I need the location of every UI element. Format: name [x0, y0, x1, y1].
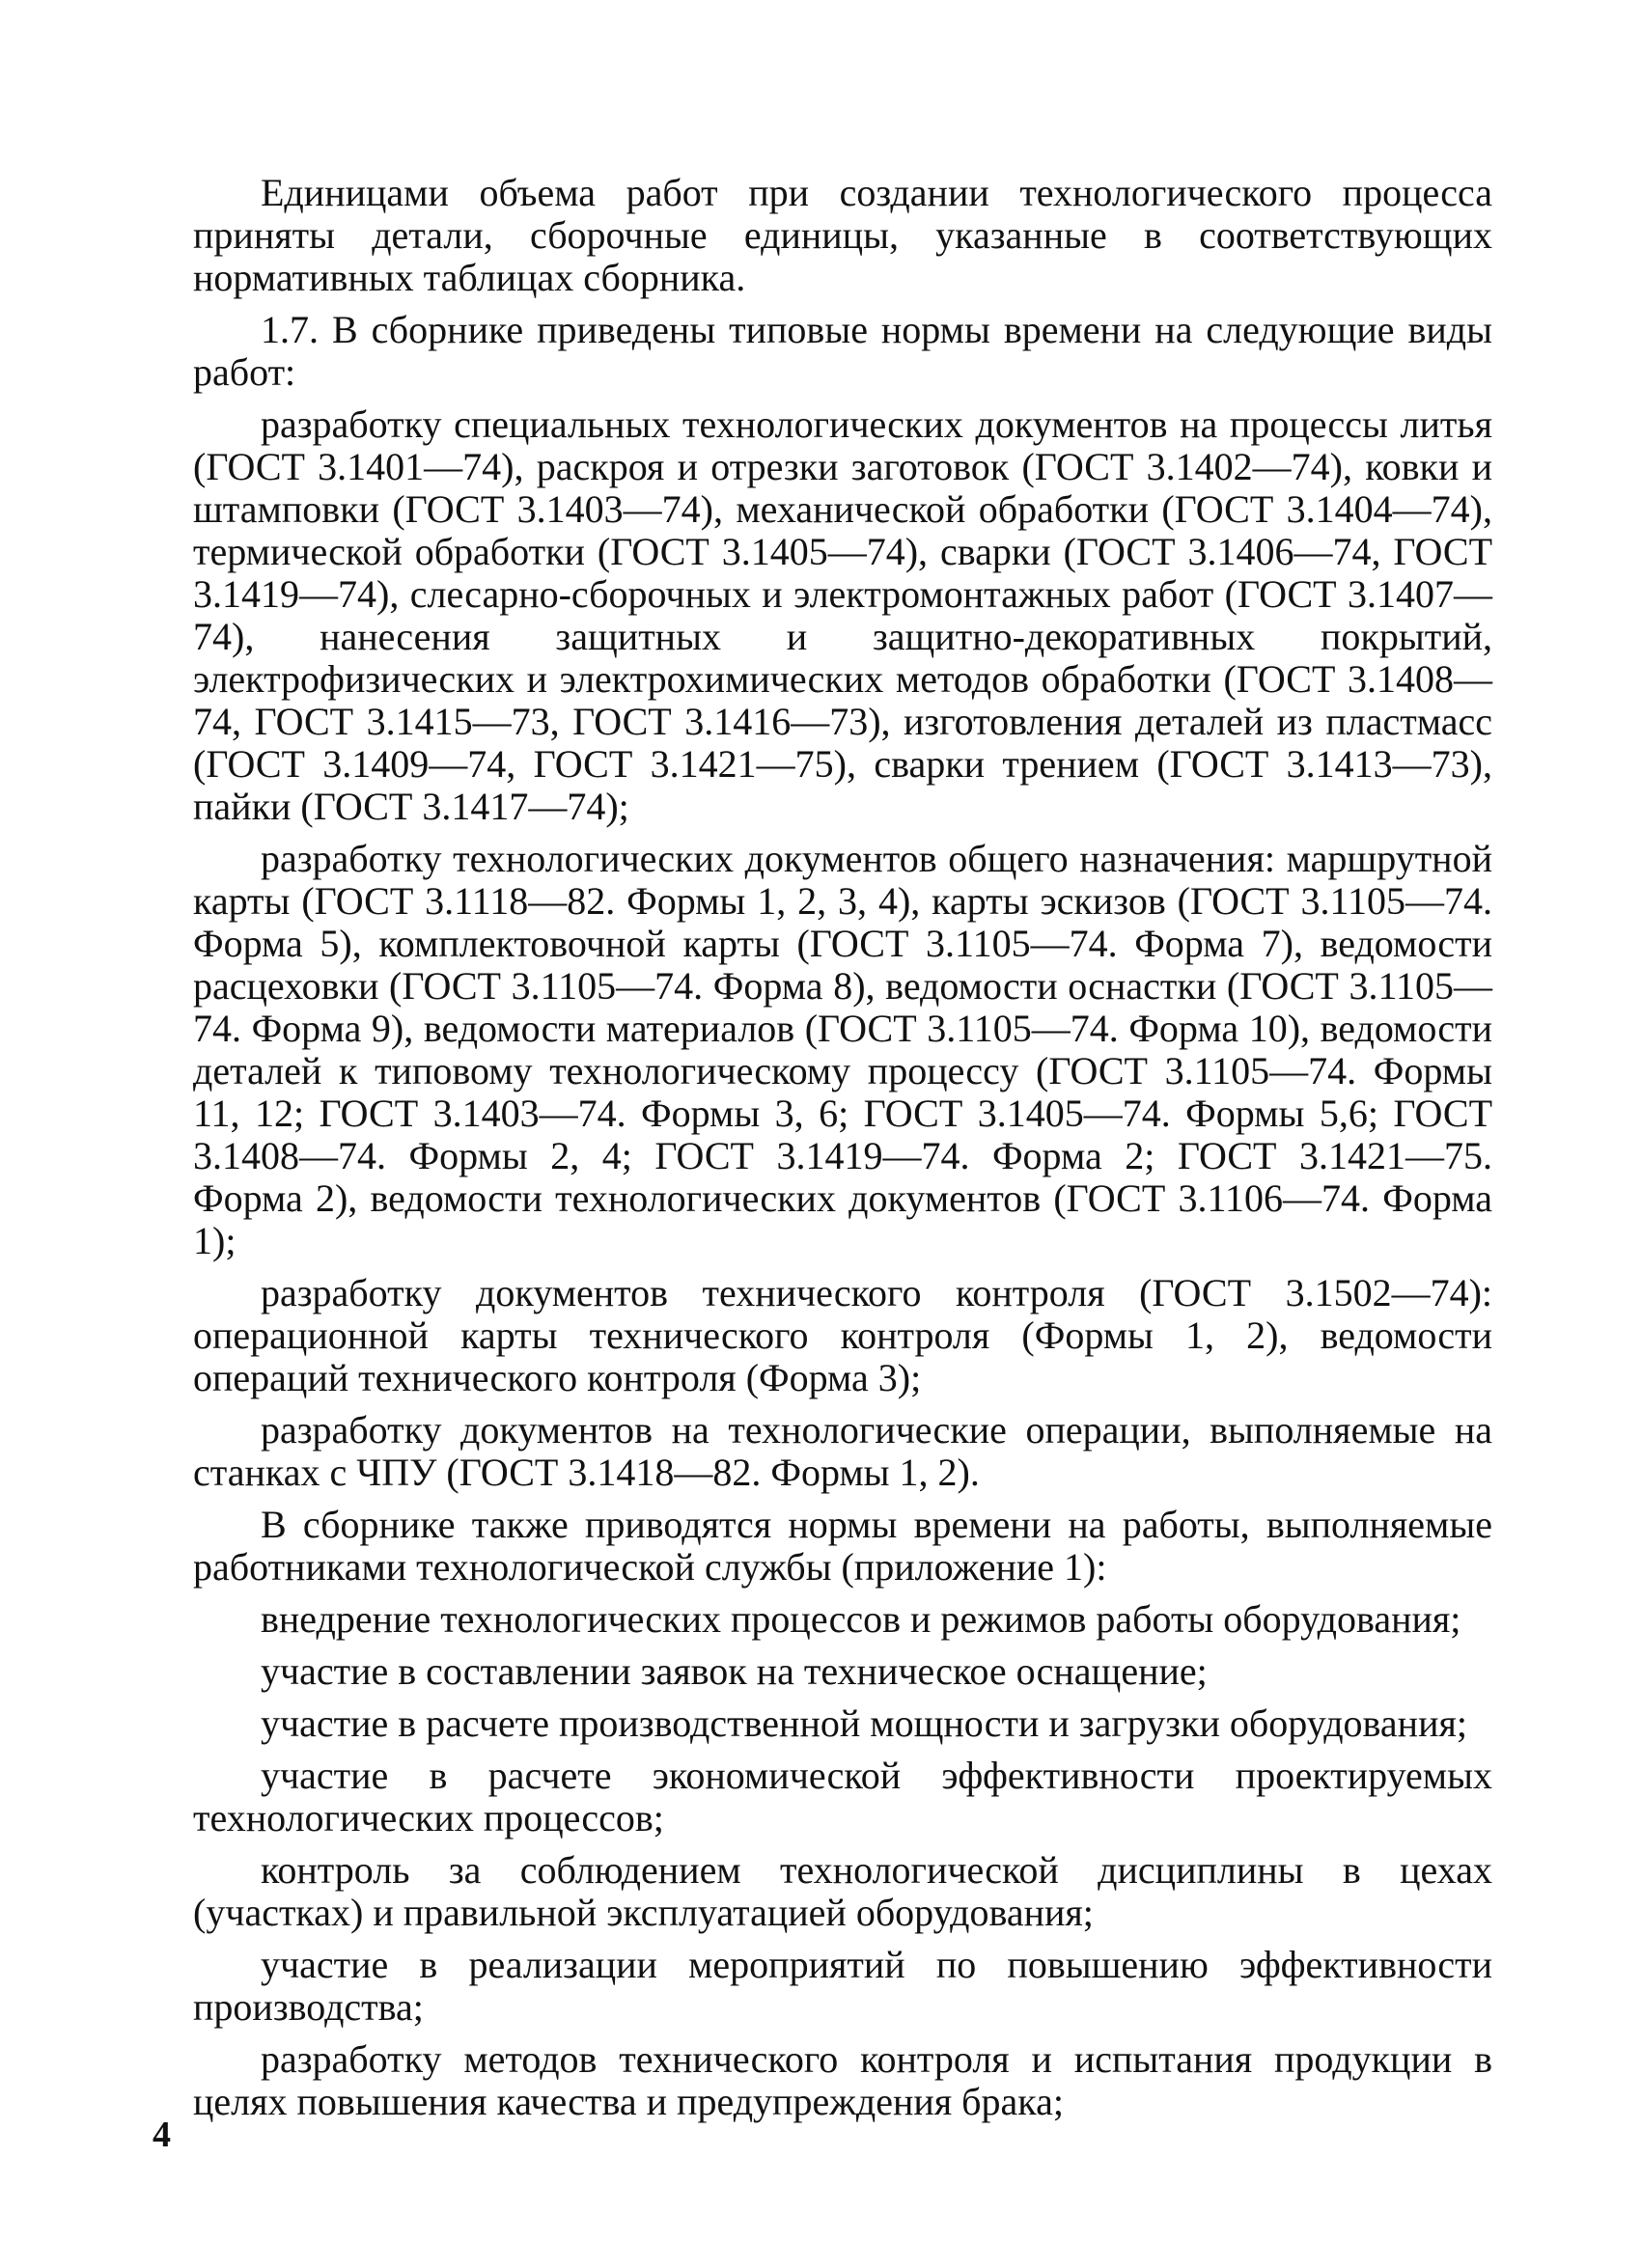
paragraph: участие в составлении заявок на техническое оснащение;: [261, 1649, 1208, 1693]
paragraph: В сборнике также приводятся нормы времени на работы, выполняемые работниками технологической службы (приложение 1):: [193, 1503, 1492, 1589]
paragraph: разработку технологических документов общего назначения: маршрутной карты (ГОСТ 3.1118—82. Формы 1, 2, 3, 4), карты эскизов (ГОСТ 3.1105—74. Форма 5), комплектовочной карты (ГОСТ 3.1105—74. Форма 7), ведомости расцеховки (ГОСТ 3.1105—74. Форма 8), ведомости оснастки (ГОСТ 3.1105—74. Форма 9), ведомости материалов (ГОСТ 3.1105—74. Форма 10), ведомости деталей к типовому технологическому процессу (ГОСТ 3.1105—74. Формы 11, 12; ГОСТ 3.1403—74. Формы 3, 6; ГОСТ 3.1405—74. Формы 5,6; ГОСТ 3.1408—74. Формы 2, 4; ГОСТ 3.1419—74. Форма 2; ГОСТ 3.1421—75. Форма 2), ведомости технологических документов (ГОСТ 3.1106—74. Форма 1);: [193, 837, 1492, 1262]
paragraph: участие в реализации мероприятий по повышению эффективности производства;: [193, 1943, 1492, 2029]
paragraph: внедрение технологических процессов и режимов работы оборудования;: [261, 1597, 1461, 1641]
paragraph: контроль за соблюдением технологической дисциплины в цехах (участках) и правильной эксплуатацией оборудования;: [193, 1848, 1492, 1934]
paragraph: участие в расчете производственной мощности и загрузки оборудования;: [261, 1701, 1467, 1745]
paragraph: Единицами объема работ при создании технологического процесса приняты детали, сборочные единицы, указанные в соответствующих нормативных таблицах сборника.: [193, 171, 1492, 299]
paragraph: разработку документов технического контроля (ГОСТ 3.1502—74): операционной карты технического контроля (Формы 1, 2), ведомости операций технического контроля (Форма 3);: [193, 1271, 1492, 1399]
page-number: 4: [153, 2115, 171, 2155]
paragraph: разработку документов на технологические операции, выполняемые на станках с ЧПУ (ГОСТ 3.1418—82. Формы 1, 2).: [193, 1408, 1492, 1494]
paragraph: разработку методов технического контроля и испытания продукции в целях повышения качества и предупреждения брака;: [193, 2037, 1492, 2123]
body-text: [193, 172, 1492, 2123]
paragraph: 1.7. В сборнике приведены типовые нормы времени на следующие виды работ:: [193, 308, 1492, 394]
paragraph: разработку специальных технологических документов на процессы литья (ГОСТ 3.1401—74), раскроя и отрезки заготовок (ГОСТ 3.1402—74), ковки и штамповки (ГОСТ 3.1403—74), механической обработки (ГОСТ 3.1404—74), термической обработки (ГОСТ 3.1405—74), сварки (ГОСТ 3.1406—74, ГОСТ 3.1419—74), слесарно-сборочных и электромонтажных работ (ГОСТ 3.1407—74), нанесения защитных и защитно-декоративных покрытий, электрофизических и электрохимических методов обработки (ГОСТ 3.1408—74, ГОСТ 3.1415—73, ГОСТ 3.1416—73), изготовления деталей из пластмасс (ГОСТ 3.1409—74, ГОСТ 3.1421—75), сварки трением (ГОСТ 3.1413—73), пайки (ГОСТ 3.1417—74);: [193, 402, 1492, 828]
paragraph: участие в расчете экономической эффективности проектируемых технологических процессов;: [193, 1754, 1492, 1839]
